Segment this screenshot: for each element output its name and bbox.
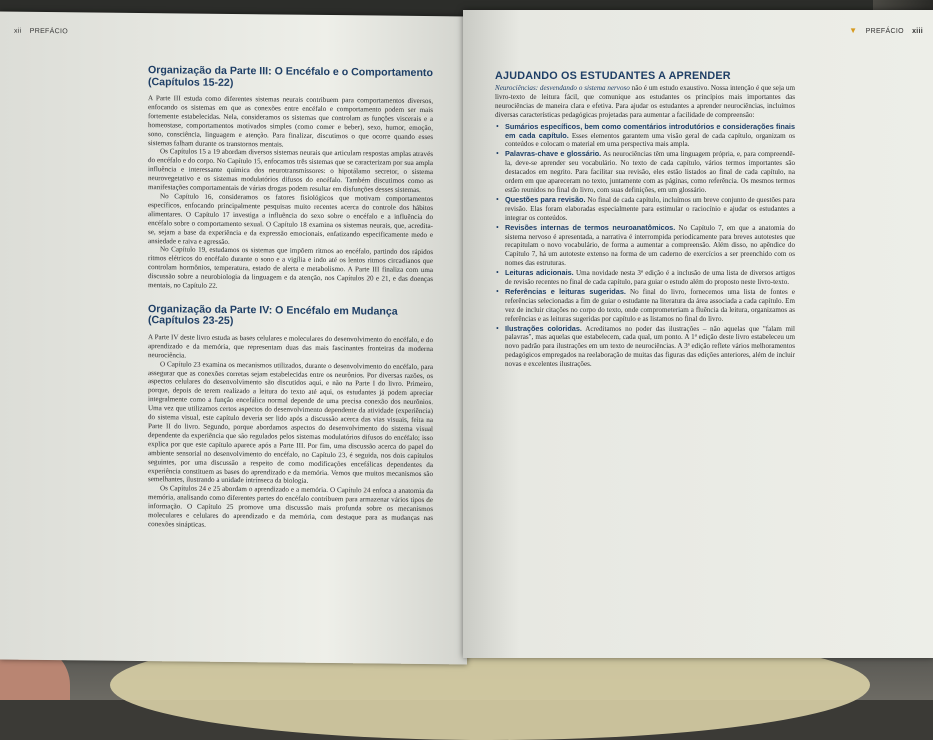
right-page-number: xiii <box>912 28 923 35</box>
list-item <box>495 288 795 324</box>
paragraph: No Capítulo 16, consideramos os fatores fisiológicos que motivam comportamentos específicos, enfocando principalmente pesquisas muito recentes acerca do controle dos hábitos alimentares. O Capítulo 17 investiga a influência do sexo sobre o encéfalo e a influência do encéfalo sobre o comportamento sexual. O Capítulo 18 examina os sistemas neurais, que, acredita-se, sejam a base da experiência e da expressão emocionais, enfatizando especificamente medo e ansiedade e raiva e agressão. <box>148 192 433 246</box>
list-item <box>495 325 795 370</box>
list-item-heading: Leituras adicionais. <box>505 268 574 278</box>
right-running-head <box>849 26 923 35</box>
paragraph: No Capítulo 19, estudamos os sistemas que impõem ritmos ao encéfalo, partindo dos rápidos ritmos elétricos do encéfalo durante o sono e a vigília e indo até os lentos ritmos circadianos que controlam hormônios, temperatura, estado de alerta e metabolismo. A Parte III finaliza com uma discussão sobre a neurobiologia da linguagem e da atenção, nos Capítulos 20 e 21, e das doenças mentais, no Capítulo 22. <box>148 245 433 290</box>
list-item <box>495 269 795 287</box>
section-title-part3: Organização da Parte III: O Encéfalo e o Comportamento (Capítulos 15-22) <box>148 64 433 89</box>
list-item-text: Uma novidade nesta 3ª edição é a inclusão de uma lista de diversos artigos de revisão recentes no final de cada capítulo, para guiar o estudo além do proposto neste livro-texto. <box>505 269 795 287</box>
list-item-text: Acreditamos no poder das ilustrações – não aquelas que "falam mil palavras", mas aquelas que estabelecem, cada qual, um ponto. A 1ª edição deste livro estabeleceu um novo padrão para ilustrações em um texto de neurociências. A 3ª edição reflete vários melhoramentos pedagógicos empregados na reelaboração de muitas das figuras das edições anteriores, além de incluir novas e excelentes ilustrações. <box>505 324 795 369</box>
left-page <box>0 12 467 665</box>
list-item-text: No final de cada capítulo, incluímos um breve conjunto de questões para revisão. Elas foram elaboradas especialmente para estimular o raciocínio e ajudar os estudantes a integrar os conteúdos. <box>505 195 795 222</box>
features-list <box>495 123 795 369</box>
list-item-text: No Capítulo 7, em que a anatomia do sistema nervoso é apresentada, a narrativa é interrompida periodicamente para breves autotestes que recapitulam o novo vocabulário, de forma a aumentar a compreensão. Além disso, no apêndice do Capítulo 7, há um autoteste extenso na forma de um caderno de exercícios a ser preenchido com os nomes das estruturas. <box>505 223 795 268</box>
list-item-heading: Sumários específicos, bem como comentários introdutórios e considerações finais em cada capítulo. <box>505 121 795 140</box>
list-item-text: No final do livro, fornecemos uma lista de fontes e referências selecionadas a fim de guiar o estudante na literatura da área associada a cada capítulo. Em vez de incluir citações no corpo do texto, onde comprometeriam a fluência da leitura, organizamos as referências e as leituras sugeridas por capítulo e as listamos no final do livro. <box>505 287 795 323</box>
triangle-marker-icon: ▼ <box>849 26 858 35</box>
left-running-head <box>14 28 68 36</box>
list-item-heading: Palavras-chave e glossário. <box>505 149 602 159</box>
paragraph: A Parte IV deste livro estuda as bases celulares e moleculares do desenvolvimento do encéfalo, e do aprendizado e da memória, que representam duas das mais fascinantes fronteiras da moderna neurociência. <box>148 333 433 360</box>
intro-paragraph <box>495 84 795 120</box>
paragraph: A Parte III estuda como diferentes sistemas neurais contribuem para comportamentos diversos, enfocando os sistemas em que as conexões entre encéfalo e comportamento podem ser mais fortemente estabelecidas. Nela, consideramos os sistemas que controlam as funções viscerais e a homeostase, comportamentos motivados simples (como comer e beber), sexo, humor, emoção, sono, consciência, linguagem e atenção. Para finalizar, discutimos o que ocorre quando esses sistemas falham durante os transtornos mentais. <box>148 94 433 149</box>
paragraph: Os Capítulos 15 a 19 abordam diversos sistemas neurais que articulam respostas amplas através do encéfalo e do corpo. No Capítulo 15, enfocamos três sistemas que se caracterizam por sua ampla influência e interessante química dos neurotransmissores: o hipotálamo secretor, o sistema neurovegetativo e os sistemas modulatórios difusos do encéfalo. Também discutimos como as manifestações comportamentais de várias drogas podem resultar em disfunções desses sistemas. <box>148 147 433 195</box>
list-item-heading: Referências e leituras sugeridas. <box>505 286 626 296</box>
list-item <box>495 196 795 223</box>
list-item <box>495 123 795 150</box>
intro-text: não é um estudo exaustivo. Nossa intenção é que seja um livro-texto de leitura fácil, que comunique aos estudantes os princípios mais importantes das neurociências de maneira clara e efetiva. Para ajudar os estudantes a aprender neurociências, incluímos diversas características pedagógicas projetadas para aumentar a facilidade de compreensão: <box>495 84 795 119</box>
left-column <box>148 65 433 532</box>
list-item-heading: Ilustrações coloridas. <box>505 323 582 333</box>
list-item <box>495 224 795 269</box>
list-item-heading: Questões para revisão. <box>505 194 586 204</box>
paragraph: O Capítulo 23 examina os mecanismos utilizados, durante o desenvolvimento do encéfalo, para assegurar que as conexões corretas sejam estabelecidas entre os neurônios. Por diversas razões, os aspectos celulares do desenvolvimento são discutidos aqui, e não na Parte I do livro. Primeiro, porque, depois de terem realizado a leitura do texto até aqui, os estudantes já podem apreciar integralmente como a função encefálica normal depende de uma precisa conexão dos neurônios. Uma vez que utilizamos certos aspectos do desenvolvimento dependente da atividade (experiência) do sistema visual, este capítulo deveria ser lido após a discussão acerca das vias visuais, feita na Parte II do livro. Segundo, porque abordamos aspectos do desenvolvimento do sistema visual dependente da experiência que são regulados pelos sistemas modulatórios difusos do encéfalo; isso explica por que este capítulo aparece após a Parte III. Por fim, uma discussão acerca do papel do ambiente sensorial no desenvolvimento do encéfalo, no Capítulo 23, é seguida, nos dois capítulos seguintes, por uma discussão a respeito de como modificações encefálicas dependentes da experiência constituem as bases do aprendizado e da memória. Vemos que muitos mecanismos são semelhantes, ilustrando a unidade intrínseca da biologia. <box>148 359 433 486</box>
list-item <box>495 150 795 195</box>
left-page-number: xii <box>14 27 22 35</box>
book-title-italic: Neurociências: desvendando o sistema nervoso <box>495 84 630 92</box>
list-item-text: Esses elementos garantem uma visão geral de cada capítulo, organizam os conteúdos e colocam o material em uma perspectiva mais ampla. <box>505 131 795 149</box>
left-running-head-label: PREFÁCIO <box>29 27 68 36</box>
list-item-text: As neurociências têm uma linguagem própria, e, para compreendê-la, deve-se aprender seu vocabulário. No texto de cada capítulo, vários termos importantes são destacados em negrito. Para facilitar sua revisão, eles estão listados ao final de cada capítulo, na ordem em que apareceram no texto, juntamente com as páginas, como referência. Os mesmos termos estão reunidos no final do livro, com suas definições, em um glossário. <box>505 150 795 194</box>
right-running-head-label: PREFÁCIO <box>865 28 904 35</box>
right-page <box>463 10 933 658</box>
section-title-helping-students: AJUDANDO OS ESTUDANTES A APRENDER <box>495 70 731 82</box>
list-item-heading: Revisões internas de termos neuroanatômicos. <box>505 222 676 232</box>
section-title-part4: Organização da Parte IV: O Encéfalo em Mudança (Capítulos 23-25) <box>148 303 398 328</box>
paragraph: Os Capítulos 24 e 25 abordam o aprendizado e a memória. O Capítulo 24 enfoca a anatomia da memória, analisando como diferentes partes do encéfalo contribuem para armazenar vários tipos de informação. O Capítulo 25 promove uma discussão mais profunda sobre os mecanismos moleculares e celulares do aprendizado e da memória, com destaque para as mudanças nas conexões sinápticas. <box>148 484 433 529</box>
right-column <box>495 70 795 370</box>
